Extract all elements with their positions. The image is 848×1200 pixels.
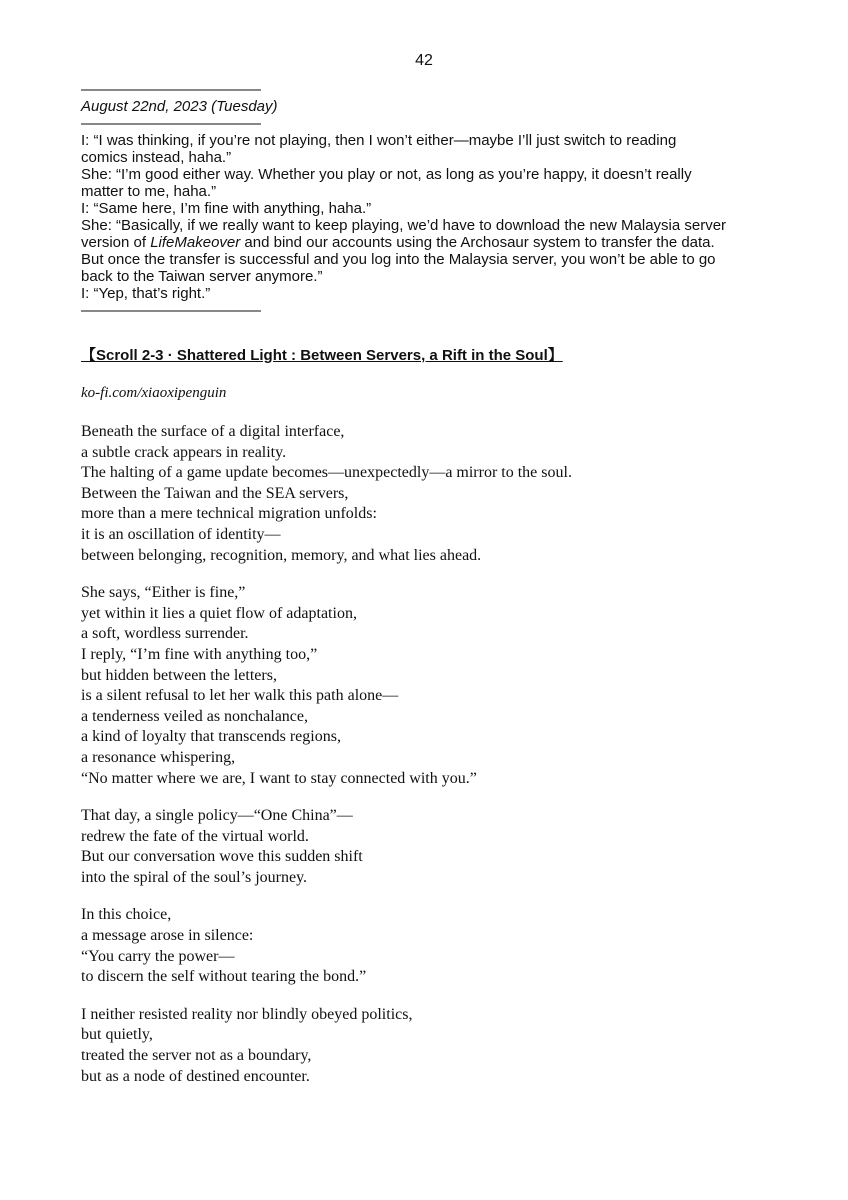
dialogue-line: She: “I’m good either way. Whether you play or not, as long as you’re happy, it doesn’t really <box>81 166 692 183</box>
dialogue-line <box>81 234 781 251</box>
poem-line: yet within it lies a quiet flow of adaptation, <box>81 604 357 622</box>
dialogue-line: But once the transfer is successful and you log into the Malaysia server, you won’t be able to go <box>81 251 716 268</box>
dialogue-line: I: “Same here, I’m fine with anything, haha.” <box>81 200 372 217</box>
poem-stanza <box>81 422 781 566</box>
entry-date: August 22nd, 2023 (Tuesday) <box>81 98 278 115</box>
poem-line: but quietly, <box>81 1026 153 1044</box>
poem-line: a soft, wordless surrender. <box>81 625 249 643</box>
poem-line: more than a mere technical migration unfolds: <box>81 505 377 523</box>
poem-line: Between the Taiwan and the SEA servers, <box>81 484 349 502</box>
poem-line: The halting of a game update becomes—unexpectedly—a mirror to the soul. <box>81 464 572 482</box>
poem-line: a kind of loyalty that transcends regions, <box>81 728 341 746</box>
dialogue-line: matter to me, haha.” <box>81 183 217 200</box>
dialogue-line: back to the Taiwan server anymore.” <box>81 268 323 285</box>
poem-line: “You carry the power— <box>81 947 235 965</box>
poem-line: a subtle crack appears in reality. <box>81 443 287 461</box>
poem-line: I neither resisted reality nor blindly obeyed politics, <box>81 1005 413 1023</box>
poem-line: to discern the self without tearing the bond.” <box>81 968 367 986</box>
poem-line: treated the server not as a boundary, <box>81 1047 312 1065</box>
poem-line: Beneath the surface of a digital interface, <box>81 423 345 440</box>
poem-body <box>81 422 781 1104</box>
dialogue-block <box>81 81 781 319</box>
poem-stanza <box>81 583 781 789</box>
poem-line: That day, a single policy—“One China”— <box>81 807 353 825</box>
poem-line: redrew the fate of the virtual world. <box>81 827 309 845</box>
dialogue-text: version of <box>81 234 151 251</box>
dialogue-line: She: “Basically, if we really want to keep playing, we’d have to download the new Malaysia server <box>81 217 727 234</box>
divider-rule: ———————————— <box>81 302 261 319</box>
poem-line: But our conversation wove this sudden shift <box>81 848 363 866</box>
dialogue-line: I: “I was thinking, if you’re not playing, then I won’t either—maybe I’ll just switch to reading <box>81 132 677 149</box>
poem-line: “No matter where we are, I want to stay connected with you.” <box>81 769 477 787</box>
poem-line: but hidden between the letters, <box>81 666 277 684</box>
poem-line: She says, “Either is fine,” <box>81 584 246 602</box>
dialogue-line: I: “Yep, that’s right.” <box>81 285 211 302</box>
poem-line: In this choice, <box>81 906 172 924</box>
game-title: LifeMakeover <box>150 234 241 251</box>
poem-line: a message arose in silence: <box>81 927 254 945</box>
poem-stanza <box>81 905 781 987</box>
page-number: 42 <box>415 52 433 69</box>
divider-rule: ———————————— <box>81 115 261 132</box>
poem-line: a resonance whispering, <box>81 748 236 766</box>
poem-stanza <box>81 806 781 888</box>
section-heading: 【Scroll 2-3 · Shattered Light : Between Servers, a Rift in the Soul】 <box>81 347 563 364</box>
dialogue-text: and bind our accounts using the Archosaur system to transfer the data. <box>240 234 715 251</box>
kofi-link[interactable]: ko-fi.com/xiaoxipenguin <box>81 385 227 401</box>
poem-line: but as a node of destined encounter. <box>81 1067 310 1085</box>
dialogue-line: comics instead, haha.” <box>81 149 232 166</box>
divider-rule: ———————————— <box>81 81 261 98</box>
poem-line: is a silent refusal to let her walk this path alone— <box>81 687 399 705</box>
poem-line: I reply, “I’m fine with anything too,” <box>81 645 318 663</box>
poem-stanza <box>81 1005 781 1087</box>
poem-line: into the spiral of the soul’s journey. <box>81 868 308 886</box>
poem-line: it is an oscillation of identity— <box>81 525 281 543</box>
poem-line: between belonging, recognition, memory, and what lies ahead. <box>81 546 482 564</box>
poem-line: a tenderness veiled as nonchalance, <box>81 707 309 725</box>
